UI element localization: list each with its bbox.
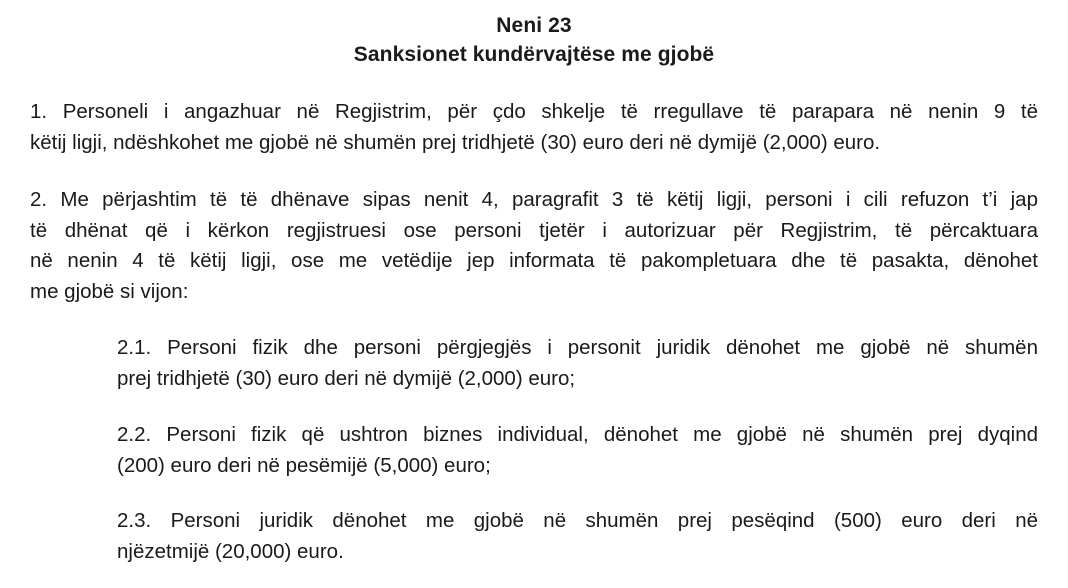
subparagraph-2-1-line-2: prej tridhjetë (30) euro deri në dymijë (2,000) euro; xyxy=(117,366,576,390)
paragraph-2-line-2: të dhënat që i kërkon regjistruesi ose personi tjetër i autorizuar për Regjistrim, të përcaktuara xyxy=(30,218,1038,242)
subparagraph-2-1 xyxy=(117,333,1038,394)
paragraph-2-line-3: në nenin 4 të këtij ligji, ose me vetëdije jep informata të pakompletuara dhe të pasakta, dënohet xyxy=(30,249,1038,272)
subparagraph-2-2-line-1: 2.2. Personi fizik që ushtron biznes individual, dënohet me gjobë në shumën prej dyqind xyxy=(117,423,1038,446)
subparagraph-2-2-line-2: (200) euro deri në pesëmijë (5,000) euro; xyxy=(117,453,491,477)
article-title: Sanksionet kundërvajtëse me gjobë xyxy=(353,43,715,66)
paragraph-1 xyxy=(30,97,1038,158)
subparagraph-2-2 xyxy=(117,420,1038,481)
paragraph-2 xyxy=(30,185,1038,307)
subparagraph-2-3-line-2: njëzetmijë (20,000) euro. xyxy=(117,539,344,563)
paragraph-2-line-1: 2. Me përjashtim të të dhënave sipas nenit 4, paragrafit 3 të këtij ligji, personi i cili refuzon t’i jap xyxy=(30,188,1038,211)
subparagraph-2-3 xyxy=(117,506,1038,567)
article-number: Neni 23 xyxy=(496,14,572,37)
paragraph-1-line-1: 1. Personeli i angazhuar në Regjistrim, për çdo shkelje të rregullave të parapara në nenin 9 të xyxy=(30,100,1038,123)
subparagraph-2-1-line-1: 2.1. Personi fizik dhe personi përgjegjës i personit juridik dënohet me gjobë në shumën xyxy=(117,336,1038,359)
paragraph-1-line-2: këtij ligji, ndëshkohet me gjobë në shumën prej tridhjetë (30) euro deri në dymijë (2,000) euro. xyxy=(30,130,881,154)
subparagraph-2-3-line-1: 2.3. Personi juridik dënohet me gjobë në shumën prej pesëqind (500) euro deri në xyxy=(117,509,1038,532)
paragraph-2-line-4: me gjobë si vijon: xyxy=(30,279,189,303)
